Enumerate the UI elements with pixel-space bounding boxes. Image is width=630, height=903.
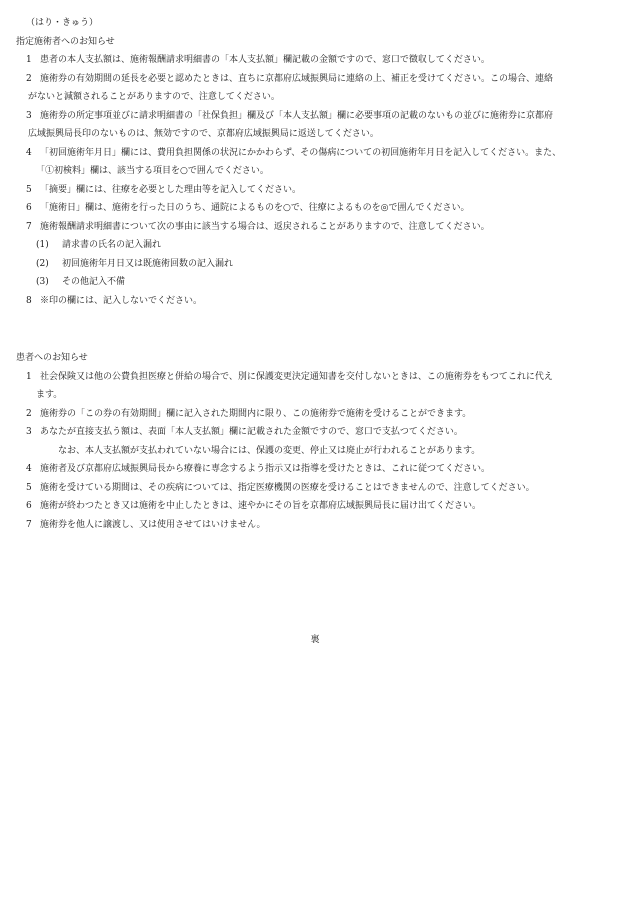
item-number: 3 (26, 427, 32, 437)
item-text: 施術券の有効期間の延長を必要と認めたときは、直ちに京都府広域振興局に連絡の上、補正を受けてください。この場合、連絡 (40, 73, 554, 84)
sub-list-item (16, 236, 616, 255)
item-text: 患者の本人支払額は、施術報酬請求明細書の「本人支払額」欄記載の金額ですので、窓口で徴収してください。 (40, 55, 490, 65)
item-number: 2 (26, 408, 32, 419)
item-text: 社会保険又は他の公費負担医療と併給の場合で、別に保護変更決定通知書を交付しないときは、この施術券をもつてこれに代え (40, 371, 553, 382)
item-number: 4 (26, 464, 32, 474)
list-item (16, 51, 616, 70)
item-text: 施術券を他人に譲渡し、又は使用させてはいけません。 (40, 519, 266, 530)
item-number: 6 (26, 203, 32, 213)
list-item (16, 516, 616, 535)
item-text: 施術が終わつたとき又は施術を中止したときは、速やかにその旨を京都府広域振興局長に届け出てください。 (40, 501, 482, 511)
practitioner-section (16, 14, 616, 310)
item-number: 2 (26, 73, 32, 84)
sub-item-number: (1) (36, 240, 49, 250)
item-text: 「摘要」欄には、往療を必要とした理由等を記入してください。 (40, 184, 302, 195)
item-text: あなたが直接支払う額は、表面「本人支払額」欄に記載された金額ですので、窓口で支払つてください。 (40, 427, 463, 437)
item-number: 1 (26, 55, 32, 65)
sub-list-item (16, 273, 616, 292)
item-text: 施術券の所定事項並びに請求明細書の「社保負担」欄及び「本人支払額」欄に必要事項の記載のないもの並びに施術券に京都府 (40, 110, 554, 121)
list-item (16, 181, 616, 200)
item-number: 4 (26, 147, 32, 158)
item-text: 施術者及び京都府広域振興局長から療養に専念するよう指示又は指導を受けたときは、これに従つてください。 (40, 464, 491, 474)
sub-item-text: 請求書の氏名の記入漏れ (62, 240, 162, 250)
list-item (16, 107, 616, 144)
item-number: 1 (26, 371, 32, 382)
item-text-continuation: がないと減額されることがありますので、注意してください。 (28, 92, 280, 102)
item-text: 施術を受けている期間は、その疾病については、指定医療機関の医療を受けることはできませんので、注意してください。 (40, 482, 535, 493)
list-item (16, 218, 616, 237)
item-text: 「施術日」欄は、施術を行った日のうち、通院によるものを○で、往療によるものを◎で囲んでください。 (40, 203, 470, 213)
list-item (16, 199, 616, 218)
item-number: 7 (26, 221, 32, 232)
page-side-mark: 裏 (310, 635, 320, 645)
sub-item-number: (2) (36, 258, 49, 269)
patient-section (16, 349, 616, 534)
sub-item-text: 初回施術年月日又は既施術回数の記入漏れ (62, 258, 234, 269)
list-item (16, 497, 616, 516)
item-number: 8 (26, 295, 32, 306)
item-number: 7 (26, 519, 32, 530)
item-text-continuation: 「①初検料」欄は、該当する項目を○で囲んでください。 (36, 166, 269, 176)
item-text-continuation: ます。 (36, 390, 63, 400)
patient-heading: 患者へのお知らせ (16, 353, 88, 363)
item-text: 施術券の「この券の有効期間」欄に記入された期間内に限り、この施術券で施術を受けることができます。 (40, 408, 472, 419)
practitioner-heading: 指定施術者へのお知らせ (16, 36, 115, 47)
sub-list-item (16, 255, 616, 274)
sub-item-text: その他記入不備 (62, 277, 126, 287)
item-number: 3 (26, 110, 32, 121)
document-subtitle: （はり・きゅう） (26, 18, 99, 28)
item-text: 「初回施術年月日」欄には、費用負担関係の状況にかかわらず、その傷病についての初回施術年月日を記入してください。また、 (40, 147, 562, 158)
sub-item-number: (3) (36, 277, 49, 287)
item-text-continuation: 広域振興局長印のないものは、無効ですので、京都府広域振興局に返送してください。 (28, 129, 379, 139)
item-number: 5 (26, 184, 32, 195)
item-note: なお、本人支払額が支払われていない場合には、保護の変更、停止又は廃止が行われることがあります。 (58, 445, 481, 456)
list-item (16, 144, 616, 181)
list-item (16, 460, 616, 479)
list-item (16, 423, 616, 442)
list-item (16, 368, 616, 405)
item-number: 5 (26, 482, 32, 493)
list-item (16, 479, 616, 498)
list-item (16, 292, 616, 311)
list-item (16, 70, 616, 107)
item-text: 施術報酬請求明細書について次の事由に該当する場合は、返戻されることがありますので、注意してください。 (40, 221, 490, 232)
item-number: 6 (26, 501, 32, 511)
list-item (16, 405, 616, 424)
item-text: ※印の欄には、記入しないでください。 (40, 295, 203, 306)
